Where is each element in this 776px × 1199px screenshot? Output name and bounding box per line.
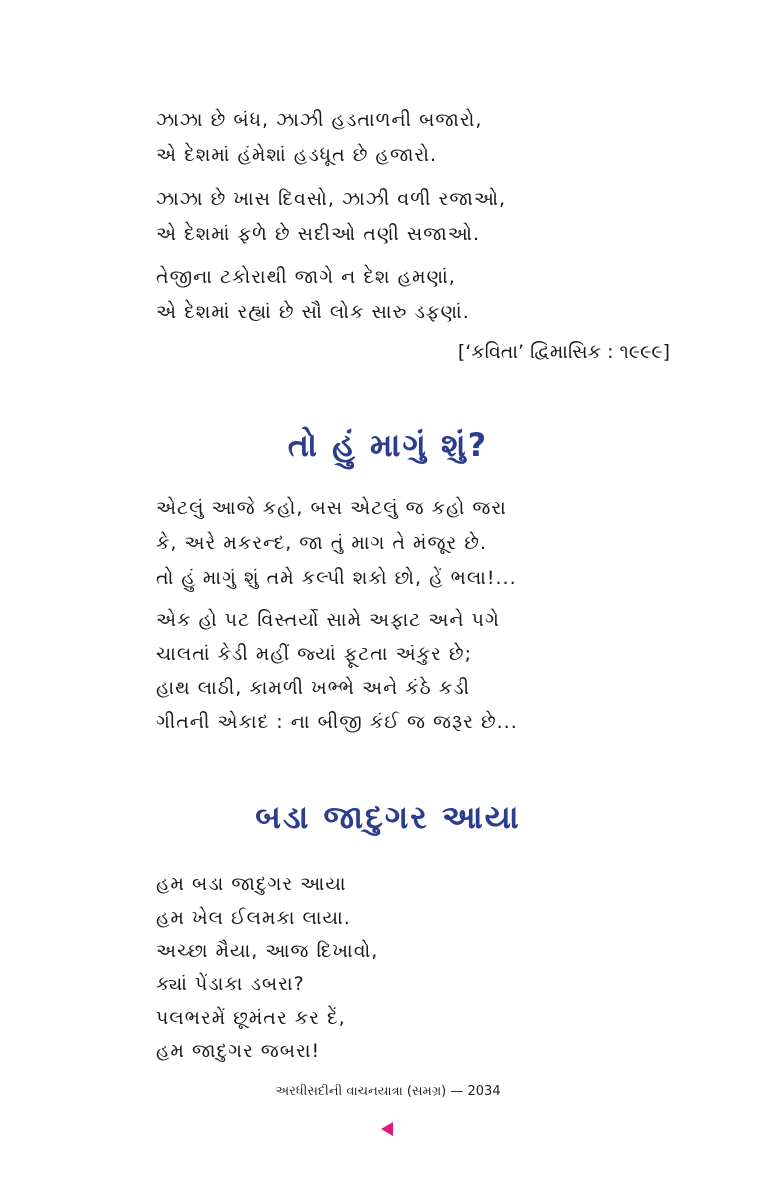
poem2-line-6: હાથ લાઠી, કામળી ખભ્ભે અને કંઠે કડી xyxy=(156,677,471,699)
poem3-line-5: પલભરમેં છૂમંતર કર દેં, xyxy=(156,1007,346,1029)
poem1-line-4: એ દેશમાં ફળે છે સદીઓ તણી સજાઓ. xyxy=(156,223,480,245)
poem3-title: બડા જાદુગર આયા xyxy=(255,798,521,836)
poem2-line-2: કે, અરે મકરન્દ, જા તું માગ તે મંજૂર છે. xyxy=(156,532,488,554)
poem2-title: તો હું માગું શું? xyxy=(287,426,489,464)
poem1-line-5: તેજીના ટકોરાથી જાગે ન દેશ હમણાં, xyxy=(156,266,456,288)
page-footer: અરધીસદીની વાચનયાત્રા (સમગ્ર) — 2034 xyxy=(275,1084,501,1099)
poem3-line-2: હમ ખેલ ઈલમકા લાયા. xyxy=(156,907,351,929)
poem1-line-3: ઝાઝા છે ખાસ દિવસો, ઝાઝી વળી રજાઓ, xyxy=(156,188,507,210)
poem3-line-1: હમ બડા જાદુગર આયા xyxy=(156,873,347,895)
poem2-line-4: એક હો પટ વિસ્તર્યો સામે અફાટ અને પગે xyxy=(156,609,500,631)
poem1-credit: [‘કવિતા’ દ્વિમાસિક : ૧૯૯૯] xyxy=(457,341,670,363)
poem1-line-6: એ દેશમાં રહ્યાં છે સૌ લોક સારુ ડફણાં. xyxy=(156,301,470,323)
poem3-line-6: હમ જાદુગર જબરા! xyxy=(156,1040,321,1062)
poem3-line-3: અચ્છા મૈયા, આજ દિખાવો, xyxy=(156,940,379,962)
poem1-line-2: એ દેશમાં હંમેશાં હડધૂત છે હજારો. xyxy=(156,144,438,166)
poem3-line-4: ક્યાં પેંડાકા ડબરા? xyxy=(156,973,305,995)
poem2-line-7: ગીતની એકાદ : ના બીજી કંઈ જ જરૂર છે... xyxy=(156,711,518,733)
poem2-line-5: ચાલતાં કેડી મહીં જ્યાં ફૂટતા અંકુર છે; xyxy=(156,643,472,665)
poem1-line-1: ઝાઝા છે બંધ, ઝાઝી હડતાળની બજારો, xyxy=(156,109,483,131)
poem2-line-1: એટલું આજે કહો, બસ એટલું જ કહો જરા xyxy=(156,497,507,519)
poem2-line-3: તો હું માગું શું તમે કલ્પી શકો છો, હેં ભલા!... xyxy=(156,567,517,589)
left-triangle-icon[interactable] xyxy=(381,1122,393,1136)
